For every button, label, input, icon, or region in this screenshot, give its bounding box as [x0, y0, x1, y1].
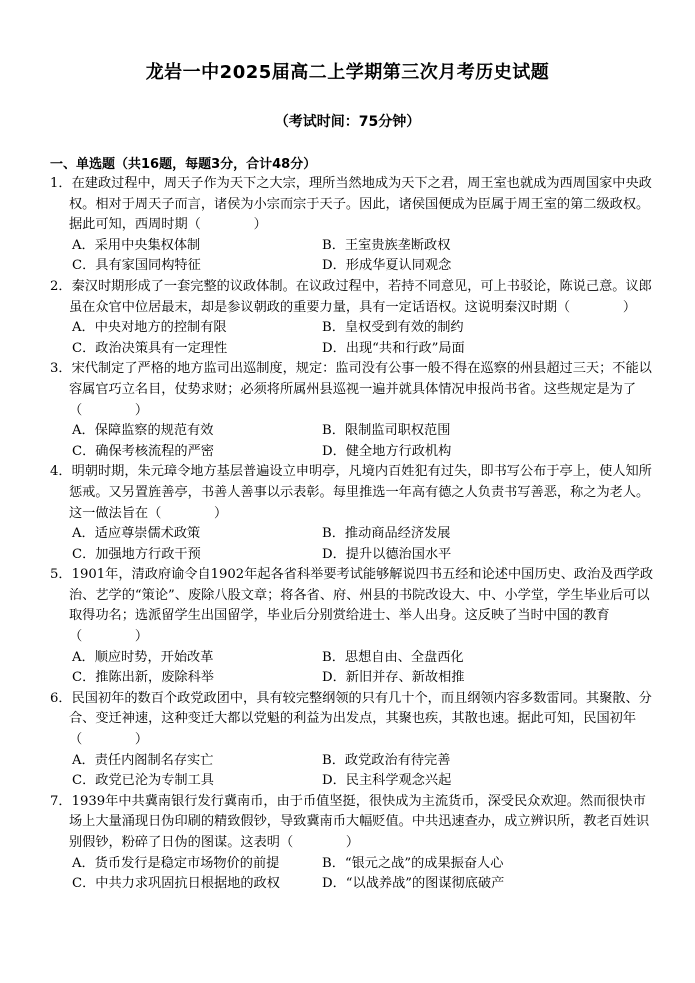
question-stem: 5．1901年，清政府谕令自1902年起各省科举要考试能够解说四书五经和论述中国历史、政治及西学政治、艺学的“策论”、废除八股文章；将各省、府、州县的书院改设大、中、小学堂，学生毕业后可以取得功名；选派留学生出国留学，毕业后分别赏给进士、举人出身。这反映了当时中国的教育（ ）: [50, 567, 654, 645]
option-d: D．出现“共和行政”局面: [322, 340, 465, 356]
question-7: [50, 792, 655, 895]
option-d: D．民主科学观念兴起: [322, 773, 452, 789]
option-b: B．推动商品经济发展: [322, 526, 451, 542]
option-a: A．责任内阁制名存实亡: [72, 752, 214, 768]
option-c: C．政党已沦为专制工具: [72, 773, 214, 789]
question-6: [50, 689, 655, 792]
question-3: [50, 359, 655, 462]
options: [72, 524, 655, 565]
option-c: C．具有家国同构特征: [72, 258, 201, 274]
question-2: [50, 277, 655, 359]
page-title: 龙岩一中2025届高二上学期第三次月考历史试题: [145, 62, 550, 83]
options: [72, 421, 655, 462]
option-b: B．“银元之战”的成果振奋人心: [322, 855, 504, 871]
options: [72, 318, 655, 359]
question-stem: 2．秦汉时期形成了一套完整的议政体制。在议政过程中，若持不同意见，可上书驳论，陈说己意。议郎虽在众官中位居最末，却是参议朝政的重要力量，具有一定话语权。这说明秦汉时期（ ）: [50, 278, 652, 315]
question-stem: 6．民国初年的数百个政党政团中，具有较完整纲领的只有几十个，而且纲领内容多数雷同。其聚散、分合、变迁神速，这种变迁大都以党魁的利益为出发点，其聚也疾，其散也速。据此可知，民国初年（ ）: [50, 690, 652, 748]
exam-time: （考试时间：75分钟）: [274, 114, 421, 130]
question-list: [50, 174, 655, 895]
option-c: C．中共力求巩固抗日根据地的政权: [72, 876, 280, 892]
options: [72, 854, 655, 895]
option-b: B．皇权受到有效的制约: [322, 320, 464, 336]
options: [72, 648, 655, 689]
option-c: C．加强地方行政干预: [72, 546, 201, 562]
option-c: C．政治决策具有一定理性: [72, 340, 228, 356]
question-stem: 1．在建政过程中，周天子作为天下之大宗，理所当然地成为天下之君，周王室也就成为西周国家中央政权。相对于周天子而言，诸侯为小宗而宗于天子。因此，诸侯国便成为臣属于周王室的第二级政权。据此可知，西周时期（ ）: [50, 176, 652, 233]
question-stem: 4．明朝时期，朱元璋令地方基层普遍设立申明亭，凡境内百姓犯有过失，即书写公布于亭上，使人知所惩戒。又另置旌善亭，书善人善事以示表彰。每里推选一年高有德之人负责书写善恶，称之为老人。这一做法旨在（ ）: [50, 464, 652, 521]
option-a: A．中央对地方的控制有限: [72, 320, 227, 336]
options: [72, 751, 655, 792]
option-d: D．“以战养战”的图谋彻底破产: [322, 876, 505, 892]
option-b: B．王室贵族垄断政权: [322, 237, 451, 253]
question-stem: 7．1939年中共冀南银行发行冀南币，由于币值坚挺，很快成为主流货币，深受民众欢迎。然而很快市场上大量涌现日伪印刷的精致假钞，导致冀南币大幅贬值。中共迅速查办，成立辨识所，教老百姓识别假钞，粉碎了日伪的图谋。这表明（ ）: [50, 793, 650, 850]
option-b: B．限制监司职权范围: [322, 423, 451, 439]
question-1: [50, 174, 655, 277]
option-a: A．保障监察的规范有效: [72, 423, 214, 439]
option-a: A．适应尊崇儒术政策: [72, 526, 201, 542]
question-4: [50, 462, 655, 565]
option-a: A．货币发行是稳定市场物价的前提: [72, 855, 280, 871]
option-c: C．确保考核流程的严密: [72, 443, 214, 459]
option-d: D．提升以德治国水平: [322, 546, 452, 562]
option-d: D．新旧并存、新故相推: [322, 670, 465, 686]
question-stem: 3．宋代制定了严格的地方监司出巡制度，规定：监司没有公事一般不得在巡察的州县超过三天；不能以容属官巧立名目，仗势求财；必须将所属州县巡视一遍并就具体情况申报尚书省。这些规定是为了（ ）: [50, 361, 652, 418]
option-d: D．健全地方行政机构: [322, 443, 452, 459]
option-a: A．采用中央集权体制: [72, 237, 201, 253]
option-d: D．形成华夏认同观念: [322, 258, 452, 274]
question-5: [50, 565, 655, 689]
option-b: B．思想自由、全盘西化: [322, 649, 464, 665]
option-c: C．推陈出新，废除科举: [72, 670, 214, 686]
options: [72, 236, 655, 277]
option-a: A．顺应时势，开始改革: [72, 649, 214, 665]
section-heading: 一、单选题（共16题，每题3分，合计48分）: [50, 157, 317, 172]
option-b: B．政党政治有待完善: [322, 752, 451, 768]
